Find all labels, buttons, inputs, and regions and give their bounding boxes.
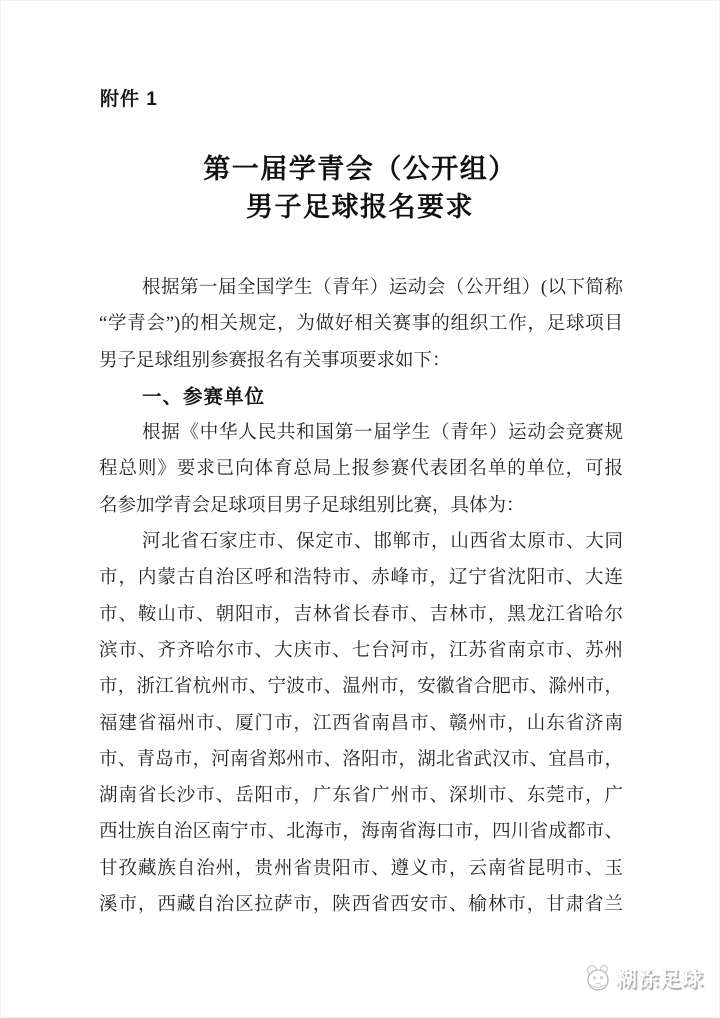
participating-units-line-9: 西壮族自治区南宁市、北海市，海南省海口市，四川省成都市、 [99,822,623,843]
watermark [583,962,704,994]
intro-line-1: 根据第一届全国学生（青年）运动会（公开组）(以下简称 [142,278,623,298]
title-line-2: 男子足球报名要求 [246,192,474,222]
participating-units-line-10: 甘孜藏族自治州，贵州省贵阳市、遵义市，云南省昆明市、玉 [99,858,623,879]
title-line-1: 第一届学青会（公开组） [203,154,517,184]
intro-line-3: 男子足球组别参赛报名有关事项要求如下： [99,350,451,371]
participating-units-line-3: 市、鞍山市、朝阳市，吉林省长春市、吉林市，黑龙江省哈尔 [99,604,623,625]
participating-units-line-1: 河北省石家庄市、保定市、邯郸市，山西省太原市、大同 [142,532,623,553]
participating-units-line-8: 湖南省长沙市、岳阳市，广东省广州市、深圳市、东莞市，广 [99,786,623,807]
participating-units-line-2: 市，内蒙古自治区呼和浩特市、赤峰市，辽宁省沈阳市、大连 [99,568,623,589]
participating-units-line-11: 溪市，西藏自治区拉萨市，陕西省西安市、榆林市，甘肃省兰 [99,895,623,916]
attachment-label: 附件 1 [100,89,158,110]
intro-line-2: “学青会”)的相关规定，为做好相关赛事的组织工作，足球项目 [99,314,623,335]
document-title [0,150,720,226]
document-body [99,270,623,923]
section-1-para-1-line-3: 名参加学青会足球项目男子足球组别比赛，具体为： [99,495,525,516]
watermark-text: 糊涂足球 [616,968,704,991]
section-1-para-1-line-2: 程总则》要求已向体育总局上报参赛代表团名单的单位，可报 [99,459,623,480]
section-1-para-1-line-1: 根据《中华人民共和国第一届学生（青年）运动会竞赛规 [142,423,623,444]
participating-units-line-6: 福建省福州市、厦门市，江西省南昌市、赣州市，山东省济南 [99,713,623,734]
participating-units-line-7: 市、青岛市，河南省郑州市、洛阳市，湖北省武汉市、宜昌市， [99,749,623,770]
participating-units-line-5: 市，浙江省杭州市、宁波市、温州市，安徽省合肥市、滁州市， [99,677,623,698]
panda-football-icon [583,962,613,994]
section-1-heading: 一、参赛单位 [142,385,266,408]
participating-units-line-4: 滨市、齐齐哈尔市、大庆市、七台河市，江苏省南京市、苏州 [99,640,623,661]
